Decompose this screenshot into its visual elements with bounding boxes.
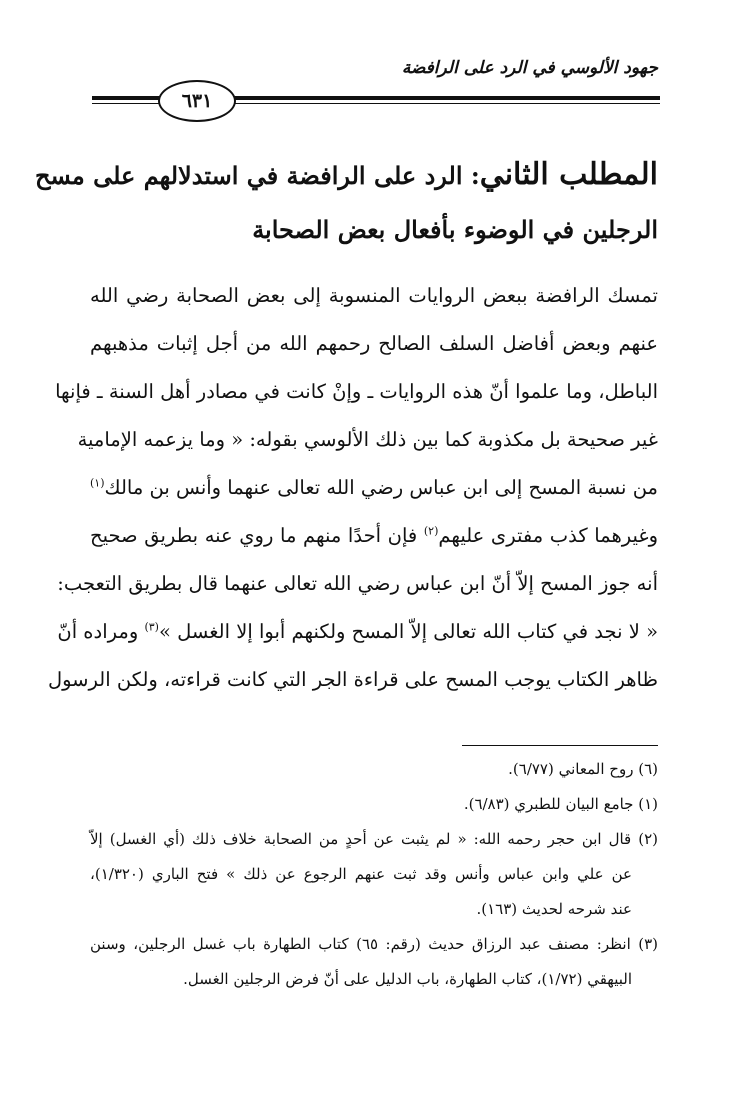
heading-separator: : (470, 161, 480, 190)
body-line: الباطل، وما علموا أنّ هذه الروايات ـ وإنْ كانت في مصادر أهل السنة ـ فإنها (55, 380, 658, 403)
body-line-text: ومراده أنّ (57, 620, 145, 643)
footnote: (٦) روح المعاني (٦/٧٧). (508, 760, 658, 778)
footnotes (90, 752, 658, 997)
body-line-text: « لا نجد في كتاب الله تعالى إلاّ المسح ولكنهم أبوا إلا الغسل » (158, 620, 658, 643)
footnote-continuation: البيهقي (١/٧٢)، كتاب الطهارة، باب الدليل على أنّ فرض الرجلين الغسل. (183, 970, 632, 988)
body-line-text: فإن أحدًا منهم ما روي عنه بطريق صحيح (90, 524, 424, 547)
footnote: (٣) انظر: مصنف عبد الرزاق حديث (رقم: ٦٥) كتاب الطهارة باب غسل الرجلين، وسنن (90, 935, 658, 953)
footnote-rule (462, 745, 658, 746)
heading-line-1-text: الرد على الرافضة في استدلالهم على مسح (34, 161, 471, 190)
body-line (90, 512, 658, 560)
footnote: (٢) قال ابن حجر رحمه الله: « لم يثبت عن أحدٍ من الصحابة خلاف ذلك (أي الغسل) إلاّ (90, 830, 658, 848)
heading-line-1 (34, 148, 658, 203)
body-line: تمسك الرافضة ببعض الروايات المنسوبة إلى بعض الصحابة رضي الله (90, 284, 658, 307)
body-line: ظاهر الكتاب يوجب المسح على قراءة الجر التي كانت قراءته، ولكن الرسول (47, 668, 658, 691)
body-line-text: من نسبة المسح إلى ابن عباس رضي الله تعالى عنهما وأنس بن مالك (104, 476, 658, 499)
body-line: أنه جوز المسح إلاّ أنّ ابن عباس رضي الله تعالى عنهما قال بطريق التعجب: (57, 572, 658, 595)
body-line (90, 464, 658, 512)
body-line: عنهم وبعض أفاضل السلف الصالح رحمهم الله من أجل إثبات مذهبهم (90, 332, 658, 355)
body-line-text: وغيرهما كذب مفترى عليهم (438, 524, 658, 547)
footnote-continuation: عن علي وابن عباس وأنس وقد ثبت عنهم الرجوع عن ذلك » فتح الباري (١/٣٢٠)، (90, 865, 632, 883)
body-text (47, 272, 658, 704)
footnote-continuation: عند شرحه لحديث (١٦٣). (476, 900, 632, 918)
section-heading (34, 148, 658, 257)
footnote-ref: (١) (90, 476, 105, 490)
footnote-ref: (٢) (423, 524, 439, 538)
body-line: غير صحيحة بل مكذوبة كما بين ذلك الألوسي بقوله: « وما يزعمه الإمامية (77, 428, 658, 451)
footnote-ref: (٣) (144, 620, 159, 634)
body-line (57, 608, 658, 656)
heading-line-2: الرجلين في الوضوء بأفعال بعض الصحابة (252, 215, 658, 244)
footnote: (١) جامع البيان للطبري (٦/٨٣). (463, 795, 658, 813)
heading-label: المطلب الثاني (479, 157, 658, 192)
running-head: جهود الألوسي في الرد على الرافضة (401, 58, 658, 78)
page-number: ٦٣١ (158, 80, 236, 122)
